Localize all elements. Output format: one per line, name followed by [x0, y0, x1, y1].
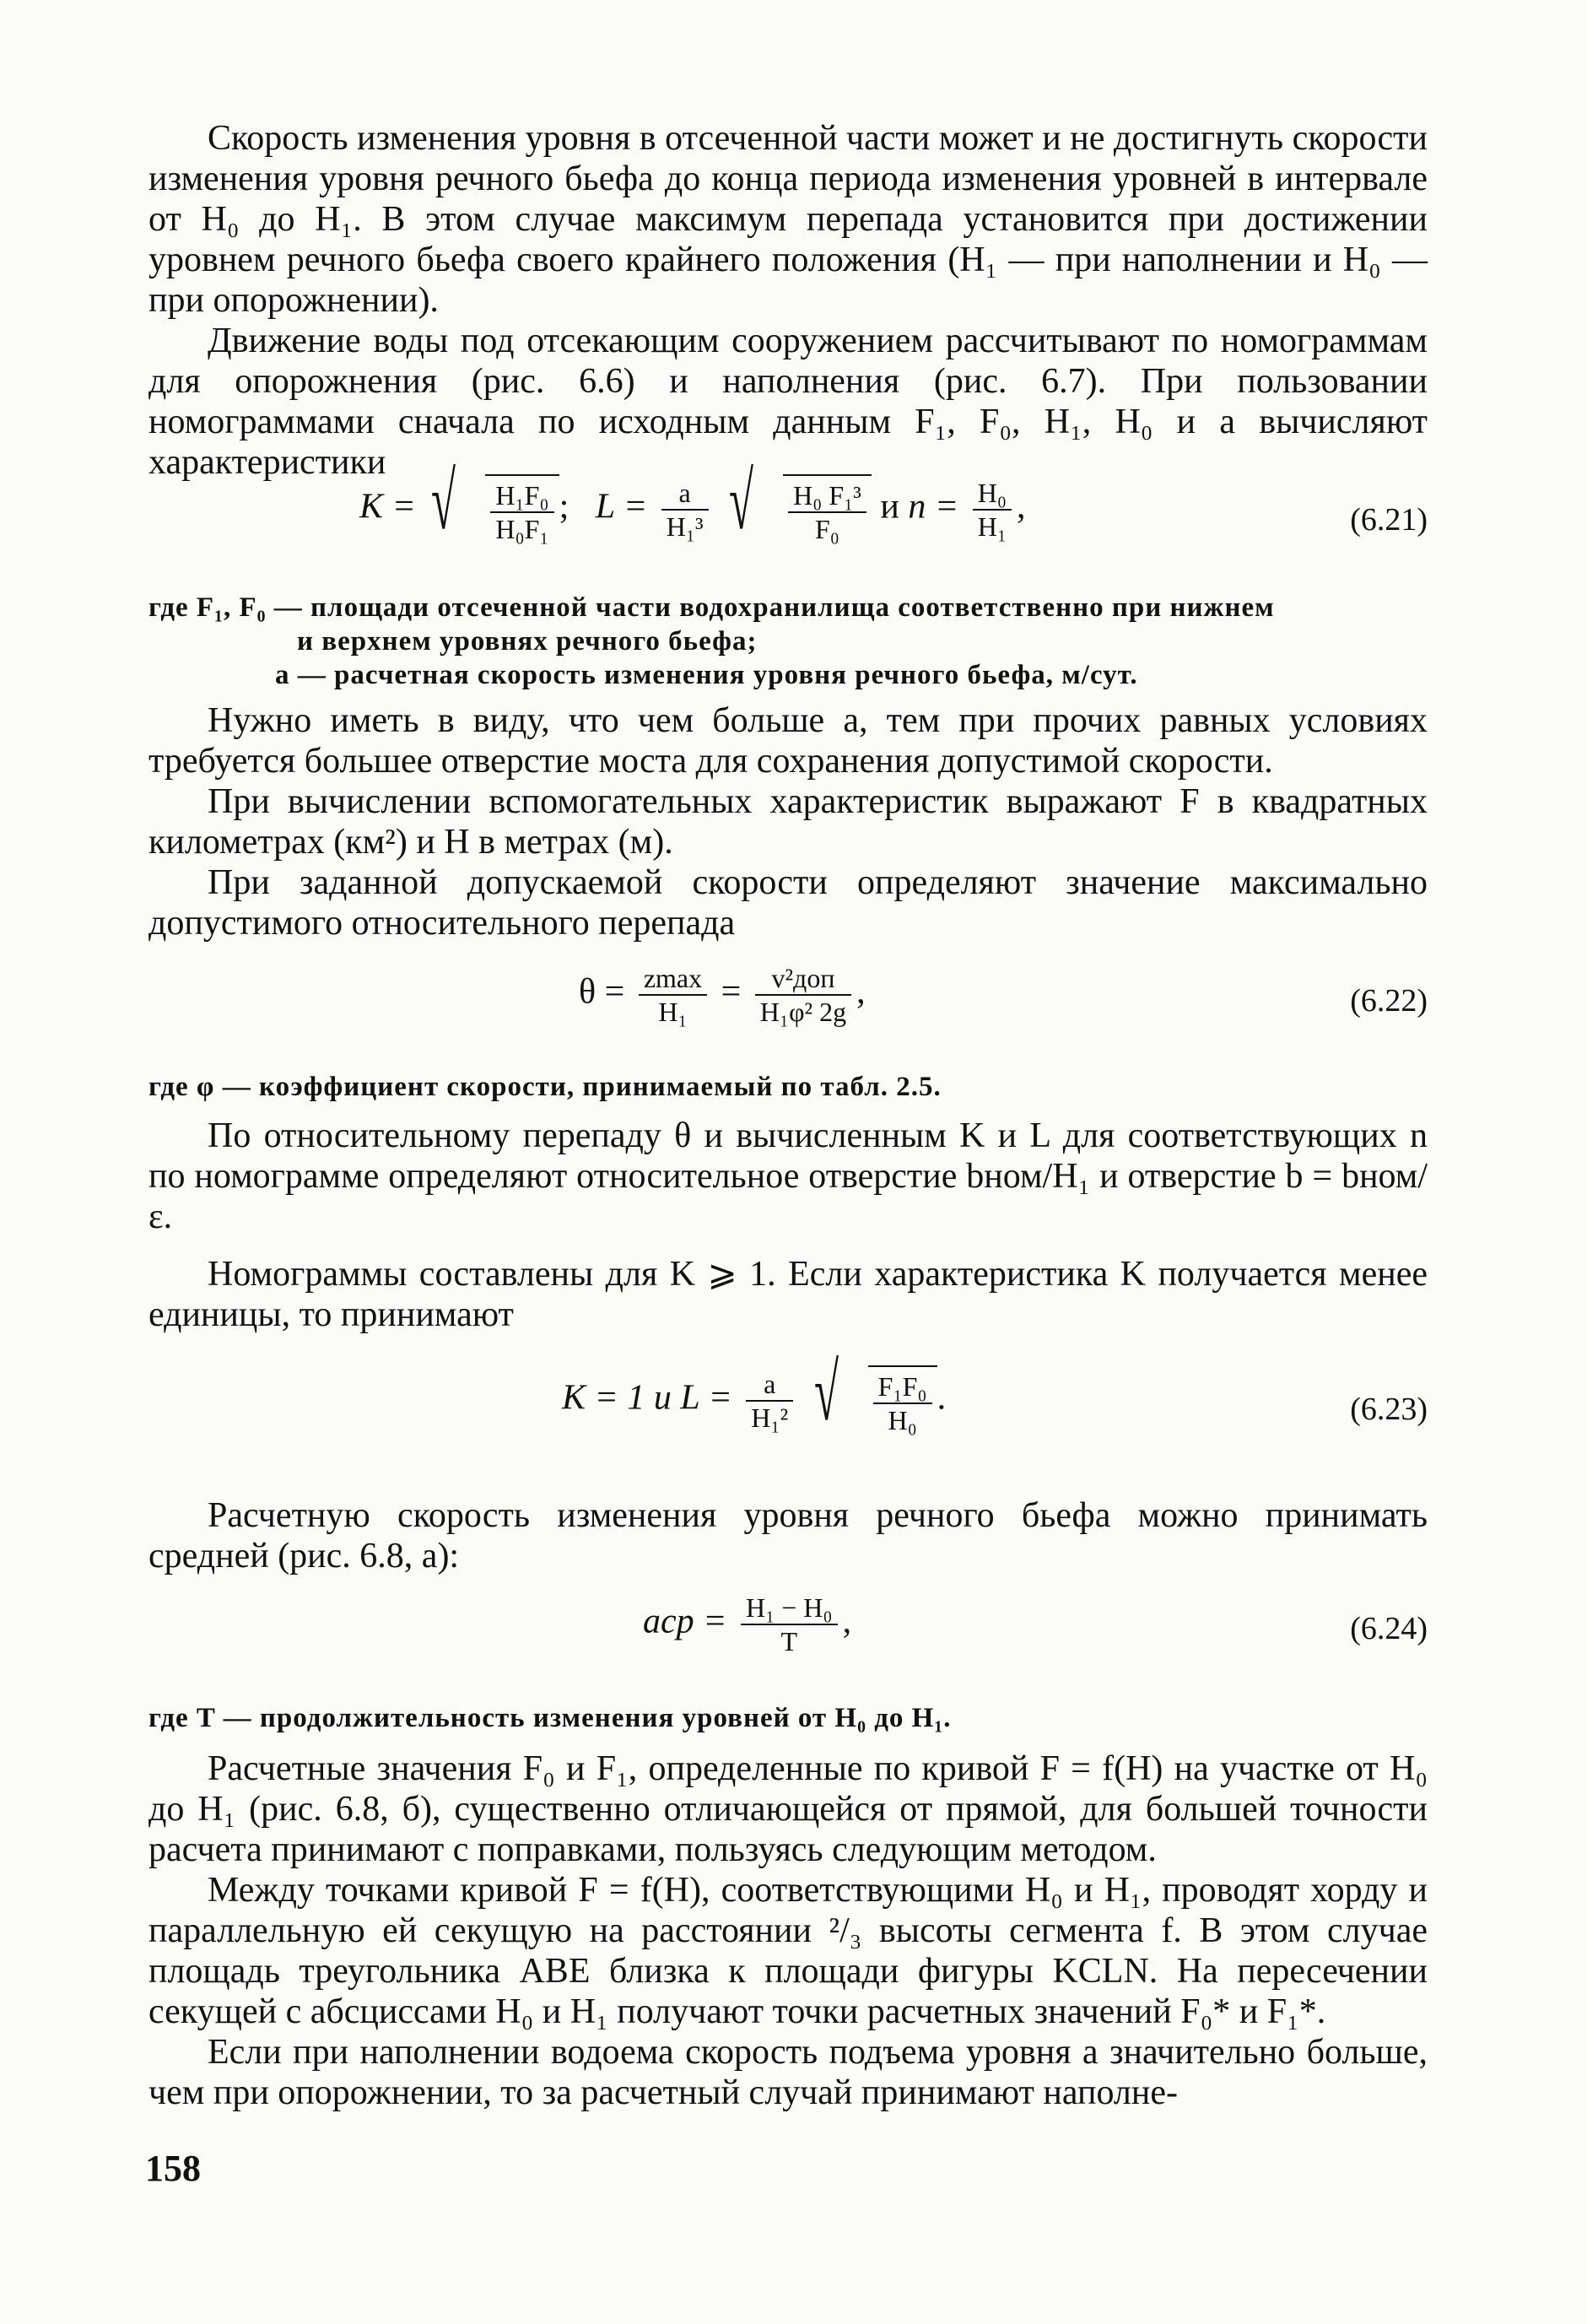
- note-line-2: и верхнем уровнях речного бьефа;: [297, 626, 758, 657]
- paragraph-7: Номограммы составлены для K ⩾ 1. Если характеристика K получается менее единицы, то принимают: [148, 1255, 1428, 1334]
- equation-6-24: [148, 1592, 1428, 1718]
- eq621-k-radical: √ $\frac{\text{H₁F₀}}{\text{H₀F₁}}$: [431, 474, 559, 545]
- eq622-num1: zmax: [639, 962, 707, 996]
- note-phi: где φ — коэффициент скорости, принимаемый по табл. 2.5.: [148, 1072, 942, 1102]
- equation-6-21: [148, 456, 1428, 601]
- eq623-rad-num: F₁F₀: [873, 1370, 932, 1404]
- paragraph-10: Между точками кривой F = f(H), соответствующими H₀ и H₁, проводят хорду и параллельную ей секущую на расстоянии ²/₃ высоты сегмента f. В этом случае площадь треугольника ABE близка к площади фигуры KCLN. На пересечении секущей с абсциссами H₀ и H₁ получают точки расчетных значений F₀* и F₁*.: [148, 1871, 1428, 2031]
- note-6-22: [148, 1070, 1428, 1104]
- eq624-den: T: [780, 1626, 798, 1657]
- equation-6-23: [148, 1347, 1428, 1492]
- equation-6-23-body: [562, 1347, 947, 1437]
- equation-6-21-body: [359, 456, 1026, 546]
- page-number: 158: [145, 2148, 201, 2189]
- eq623-num: a: [746, 1368, 793, 1402]
- eq624-lhs: aср =: [643, 1602, 727, 1641]
- eq623-lhs: K = 1 и L =: [562, 1378, 732, 1418]
- eq622-den2: H₁φ² 2g: [759, 997, 847, 1027]
- paragraph-3: Нужно иметь в виду, что чем больше a, тем при прочих равных условиях требуется большее отверстие моста для сохранения допустимой скорости.: [148, 701, 1428, 781]
- paragraph-1: Скорость изменения уровня в отсеченной части может и не достигнуть скорости изменения уровня речного бьефа до конца периода изменения уровней в интервале от H₀ до H₁. В этом случае максимум перепада установится при достижении уровнем речного бьефа своего крайнего положения (H₁ — при наполнении и H₀ — при опорожнении).: [148, 119, 1428, 320]
- note-t: где T — продолжительность изменения уровней от H₀ до H₁.: [148, 1703, 952, 1733]
- paragraph-4: При вычислении вспомогательных характеристик выражают F в квадратных километрах (км²) и H в метрах (м).: [148, 782, 1428, 862]
- eq623-tail: .: [937, 1378, 947, 1418]
- text-column-relative: [148, 1116, 1428, 1335]
- paragraph-11: Если при наполнении водоема скорость подъема уровня a значительно больше, чем при опорожнении, то за расчетный случай принимают наполне-: [148, 2033, 1428, 2112]
- eq621-l-rad-num: H₀ F₁³: [788, 479, 866, 513]
- equation-number-6-22: (6.22): [1350, 983, 1428, 1019]
- paragraph-2: Движение воды под отсекающим сооружением рассчитывают по номограммам для опорожнения (рис. 6.6) и наполнения (рис. 6.7). При пользовании номограммами сначала по исходным данным F₁, F₀, H₁, H₀ и a вычисляют характеристики: [148, 322, 1428, 482]
- text-column-middle: [148, 700, 1428, 943]
- eq621-k-num: H₁F₀: [490, 479, 553, 513]
- equation-6-22-body: [579, 962, 866, 1028]
- text-column-bottom: [148, 1748, 1428, 2113]
- eq621-k-lhs: K =: [359, 487, 416, 527]
- note-line-1: где F₁, F₀ — площади отсеченной части водохранилища соответственно при нижнем: [148, 592, 1275, 623]
- eq621-tail: ,: [1016, 487, 1026, 527]
- eq623-radical: √ $\frac{\text{F₁F₀}}{\text{H₀}}$: [814, 1365, 937, 1436]
- eq624-tail: ,: [842, 1602, 852, 1641]
- eq622-eq: =: [721, 972, 742, 1012]
- equation-number-6-23: (6.23): [1350, 1392, 1428, 1427]
- eq621-n-lhs: n =: [908, 487, 959, 527]
- eq621-l-radical: √ $\frac{\text{H₀ F₁³}}{\text{F₀}}$: [729, 474, 872, 545]
- text-column-top: [148, 118, 1428, 483]
- eq621-conj: и: [880, 487, 899, 527]
- eq621-n-num: H₀: [973, 477, 1012, 511]
- notes-6-21: [148, 591, 1428, 692]
- equation-6-24-body: [643, 1592, 851, 1657]
- paragraph-6: По относительному перепаду θ и вычисленным K и L для соответствующих n по номограмме определяют относительное отверстие bном/H₁ и отверстие b = bном/ε.: [148, 1116, 1428, 1236]
- eq623-den: H₁²: [751, 1403, 789, 1433]
- eq623-rad-den: H₀: [888, 1405, 917, 1435]
- eq621-l-num: a: [661, 477, 709, 511]
- eq624-num: H₁ − H₀: [741, 1592, 838, 1625]
- eq622-den1: H₁: [658, 997, 688, 1027]
- paragraph-8: Расчетную скорость изменения уровня речного бьефа можно принимать средней (рис. 6.8, а):: [148, 1496, 1428, 1575]
- eq622-num2: v²доп: [755, 962, 851, 996]
- paragraph-5: При заданной допускаемой скорости определяют значение максимально допустимого относительного перепада: [148, 863, 1428, 943]
- eq621-n-den: H₁: [977, 511, 1007, 542]
- eq621-l-rad-den: F₀: [814, 514, 839, 544]
- eq622-tail: ,: [856, 972, 866, 1012]
- note-6-24: [148, 1701, 1428, 1735]
- eq621-l-den: H₁³: [666, 511, 704, 542]
- eq621-l-lhs: L =: [595, 487, 648, 527]
- equation-number-6-21: (6.21): [1350, 502, 1428, 538]
- equation-number-6-24: (6.24): [1350, 1611, 1428, 1646]
- eq622-lhs: θ =: [579, 972, 625, 1012]
- text-column-average: [148, 1495, 1428, 1576]
- eq621-sep: ;: [559, 487, 569, 527]
- note-line-3: a — расчетная скорость изменения уровня речного бьефа, м/сут.: [275, 660, 1138, 690]
- paragraph-9: Расчетные значения F₀ и F₁, определенные по кривой F = f(H) на участке от H₀ до H₁ (рис. 6.8, б), существенно отличающейся от прямой, для большей точности расчета принимают с поправками, пользуясь следующим методом.: [148, 1749, 1428, 1869]
- eq621-k-den: H₀F₁: [495, 514, 549, 544]
